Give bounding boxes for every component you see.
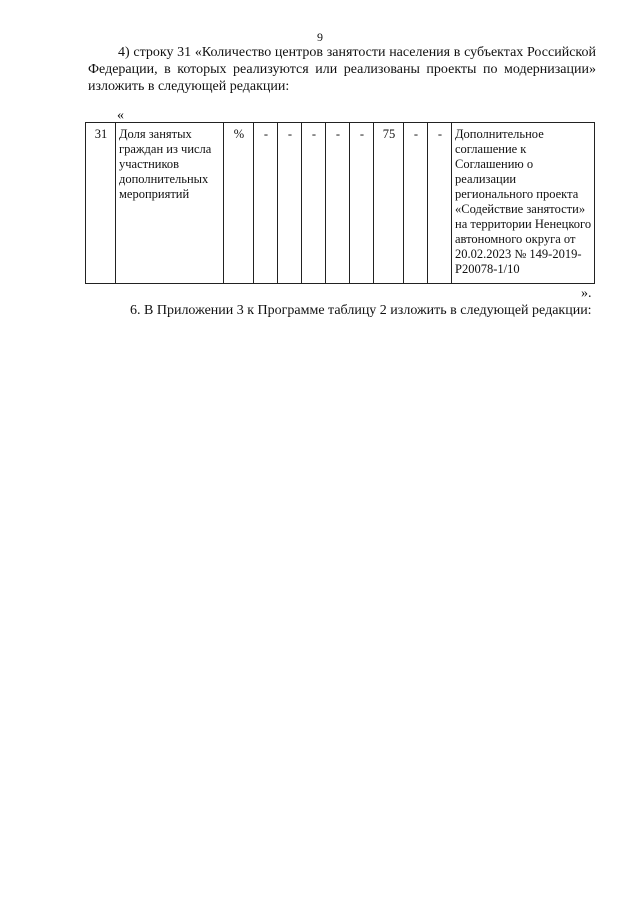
value-cell: - [278, 123, 302, 284]
page-number: 9 [317, 30, 323, 44]
table-row [86, 123, 595, 284]
item-4-paragraph: 4) строку 31 «Количество центров занятости населения в субъектах Российской Федерации, в которых реализуются или реализованы проекты по модернизации» изложить в следующей редакции: [88, 45, 596, 94]
indicator-cell: Доля занятых граждан из числа участников дополнительных мероприятий [116, 123, 224, 284]
closing-quote: ». [581, 286, 592, 301]
value-cell: 75 [374, 123, 404, 284]
item-6-paragraph: 6. В Приложении 3 к Программе таблицу 2 изложить в следующей редакции: [130, 303, 592, 318]
unit-cell: % [224, 123, 254, 284]
value-cell: - [404, 123, 428, 284]
opening-quote: « [117, 108, 124, 123]
value-cell: - [254, 123, 278, 284]
value-cell: - [326, 123, 350, 284]
value-cell: - [350, 123, 374, 284]
row-number-cell: 31 [86, 123, 116, 284]
amendment-table [85, 122, 595, 284]
value-cell: - [302, 123, 326, 284]
source-cell: Дополнительное соглашение к Соглашению о реализации регионального проекта «Содействие занятости» на территории Ненецкого автономного округа от 20.02.2023 № 149-2019-P20078-1/10 [452, 123, 595, 284]
value-cell: - [428, 123, 452, 284]
